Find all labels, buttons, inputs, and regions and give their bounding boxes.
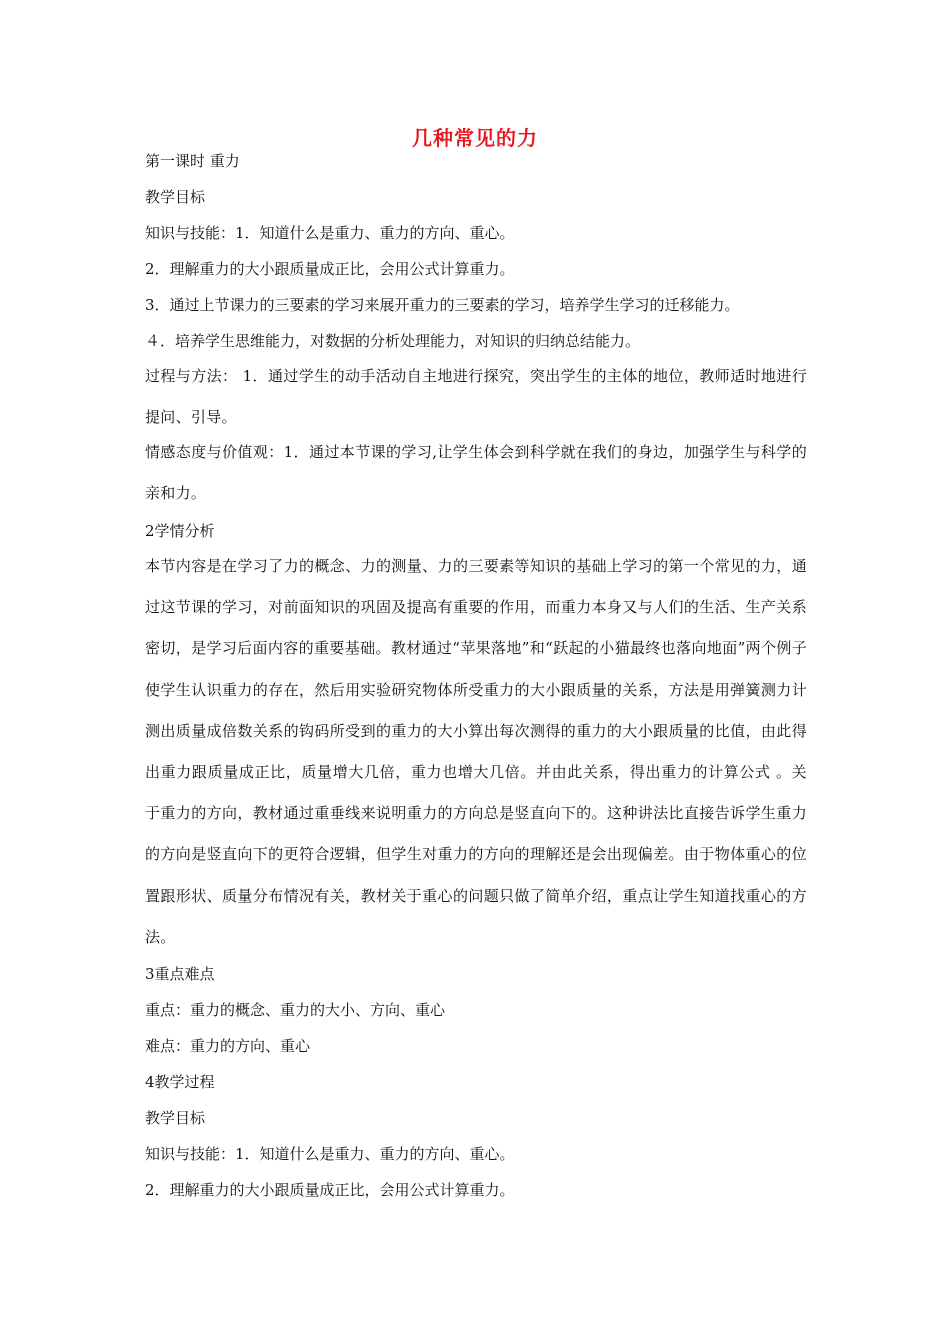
skill-goal-2-repeat: 2．理解重力的大小跟质量成正比，会用公式计算重力。	[145, 1181, 515, 1199]
analysis-paragraph: 本节内容是在学习了力的概念、力的测量、力的三要素等知识的基础上学习的第一个常见的力，通过这节课的学习，对前面知识的巩固及提高有重要的作用，而重力本身又与人们的生活、生产关系密切，是学习后面内容的重要基础。教材通过“苹果落地”和“跃起的小猫最终也落向地面”两个例子使学生认识重力的存在，然后用实验研究物体所受重力的大小跟质量的关系，方法是用弹簧测力计测出质量成倍数关系的钩码所受到的重力的大小算出每次测得的重力的大小跟质量的比值，由此得出重力跟质量成正比，质量增大几倍，重力也增大几倍。并由此关系，得出重力的计算公式 。关于重力的方向，教材通过重垂线来说明重力的方向总是竖直向下的。这种讲法比直接告诉学生重力的方向是竖直向下的更符合逻辑，但学生对重力的方向的理解还是会出现偏差。由于物体重心的位置跟形状、质量分布情况有关，教材关于重心的问题只做了简单介绍，重点让学生知道找重心的方法。	[145, 557, 807, 946]
goals-heading-repeat: 教学目标	[145, 1109, 206, 1127]
skill-goal-1-repeat: 知识与技能：1．知道什么是重力、重力的方向、重心。	[145, 1145, 515, 1163]
document-title: 几种常见的力	[412, 126, 538, 150]
skill-goal-3: 3．通过上节课力的三要素的学习来展开重力的三要素的学习，培养学生学习的迁移能力。	[145, 296, 740, 314]
key-points: 重点：重力的概念、重力的大小、方向、重心	[145, 1001, 446, 1019]
teaching-process-heading: 4教学过程	[145, 1073, 215, 1091]
goals-heading: 教学目标	[145, 188, 206, 206]
lesson-label: 第一课时 重力	[145, 152, 240, 170]
skill-goal-1: 知识与技能：1．知道什么是重力、重力的方向、重心。	[145, 224, 515, 242]
process-method-paragraph: 过程与方法： 1．通过学生的动手活动自主地进行探究，突出学生的主体的地位，教师适时地进行提问、引导。	[145, 367, 807, 427]
emotion-value-paragraph: 情感态度与价值观：1．通过本节课的学习,让学生体会到科学就在我们的身边，加强学生与科学的亲和力。	[145, 443, 807, 503]
key-heading: 3重点难点	[145, 965, 215, 983]
analysis-heading: 2学情分析	[145, 522, 215, 540]
skill-goal-4: ４．培养学生思维能力，对数据的分析处理能力，对知识的归纳总结能力。	[145, 332, 641, 350]
skill-goal-2: 2．理解重力的大小跟质量成正比，会用公式计算重力。	[145, 260, 515, 278]
difficult-points: 难点：重力的方向、重心	[145, 1037, 311, 1055]
